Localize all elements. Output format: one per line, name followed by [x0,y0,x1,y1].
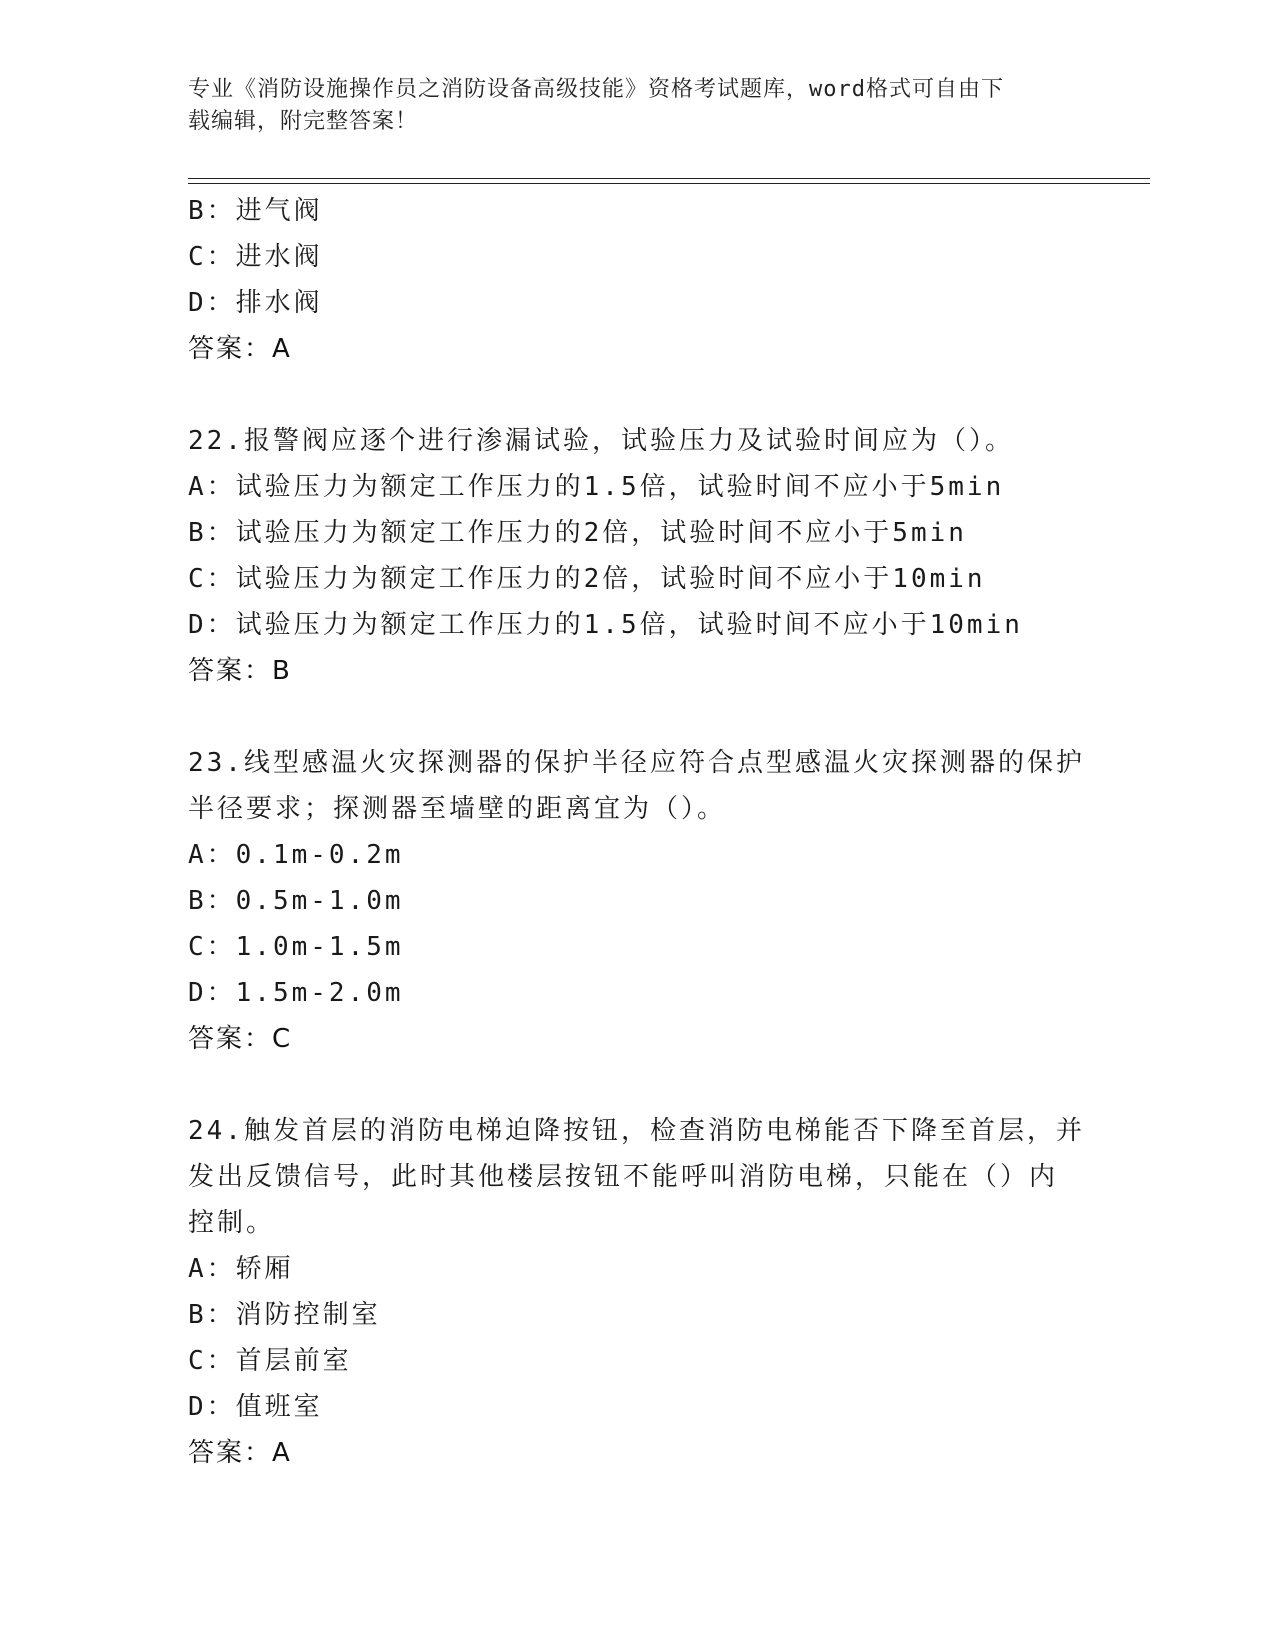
option-d: D：值班室 [188,1392,323,1422]
option-d: D：试验压力为额定工作压力的1.5倍，试验时间不应小于10min [188,610,1023,640]
option-c: C：进水阀 [188,242,323,272]
option-c: C：首层前室 [188,1346,352,1376]
header-title-line-1: 专业《消防设施操作员之消防设备高级技能》资格考试题库，word格式可自由下 [188,77,1004,102]
option-c: C：1.0m-1.5m [188,932,404,962]
prev-question [188,188,1088,372]
question-22 [188,418,1088,694]
question-list [188,188,1088,1476]
header-title-line-2: 载编辑，附完整答案！ [188,109,419,134]
answer: 答案：C [188,1024,293,1054]
option-b: B：0.5m-1.0m [188,886,404,916]
spacer [188,694,1088,740]
question-stem-line-2: 半径要求；探测器至墙壁的距离宜为（）。 [188,794,727,824]
option-a: A：轿厢 [188,1254,294,1284]
question-stem: 22.报警阀应逐个进行渗漏试验，试验压力及试验时间应为（）。 [188,426,1014,456]
option-d: D：1.5m-2.0m [188,978,404,1008]
question-23 [188,740,1088,1062]
option-d: D：排水阀 [188,288,323,318]
option-a: A：0.1m-0.2m [188,840,404,870]
question-stem-line-3: 控制。 [188,1208,276,1238]
question-stem-line-2: 发出反馈信号，此时其他楼层按钮不能呼叫消防电梯，只能在（）内 [188,1162,1059,1192]
option-c: C：试验压力为额定工作压力的2倍，试验时间不应小于10min [188,564,986,594]
option-b: B：消防控制室 [188,1300,381,1330]
answer: 答案：A [188,334,292,364]
option-a: A：试验压力为额定工作压力的1.5倍，试验时间不应小于5min [188,472,1005,502]
answer: 答案：B [188,656,292,686]
spacer [188,372,1088,418]
spacer [188,1062,1088,1108]
question-24 [188,1108,1088,1476]
answer: 答案：A [188,1438,292,1468]
question-stem-line-1: 23.线型感温火灾探测器的保护半径应符合点型感温火灾探测器的保护 [188,748,1085,778]
option-b: B：进气阀 [188,196,323,226]
question-stem-line-1: 24.触发首层的消防电梯迫降按钮，检查消防电梯能否下降至首层，并 [188,1116,1085,1146]
document-header [188,74,1068,138]
header-divider-top [188,178,1150,179]
header-divider-bottom [188,183,1150,184]
option-b: B：试验压力为额定工作压力的2倍，试验时间不应小于5min [188,518,967,548]
